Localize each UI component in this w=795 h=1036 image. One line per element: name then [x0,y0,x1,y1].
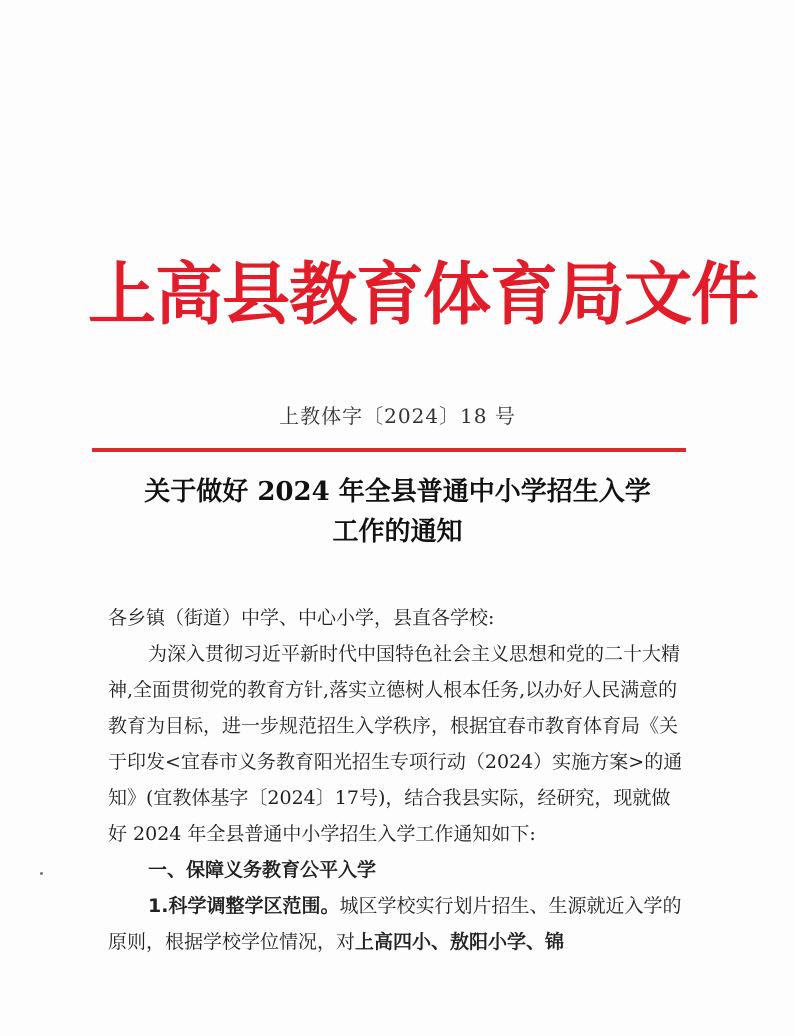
document-number: 上教体字〔2024〕18 号 [279,404,516,428]
item-paragraph-1 [108,888,688,960]
notice-title-line1: 关于做好 2024 年全县普通中小学招生入学 [144,477,651,507]
salutation: 各乡镇（街道）中学、中心小学，县直各学校: [108,607,495,629]
notice-body [108,600,688,960]
item-emphasis-1: 上高四小、敖阳小学、锦 [355,931,565,953]
item-lead-1: 1.科学调整学区范围。 [148,895,340,917]
red-divider-line [92,448,686,452]
section-heading-1: 一、保障义务教育公平入学 [148,859,377,881]
masthead-title: 上高县教育体育局文件 [88,256,759,335]
notice-title-line2: 工作的通知 [332,517,463,547]
intro-paragraph: 为深入贯彻习近平新时代中国特色社会主义思想和党的二十大精神,全面贯彻党的教育方针,落实立德树人根本任务,以办好人民满意的教育为目标，进一步规范招生入学秩序，根据宜春市教育体育局《关于印发<宜春市义务教育阳光招生专项行动（2024）实施方案>的通知》(宜教体基字〔2024〕17号)，结合我县实际，经研究，现就做好 2024 年全县普通中小学招生入学工作通知如下: [108,643,683,845]
item-text-1: 城区学校实行划片招生、生源就近入学的原则，根据学校学位情况，对 [108,895,682,953]
scan-speck [40,872,43,875]
notice-title [0,472,795,552]
